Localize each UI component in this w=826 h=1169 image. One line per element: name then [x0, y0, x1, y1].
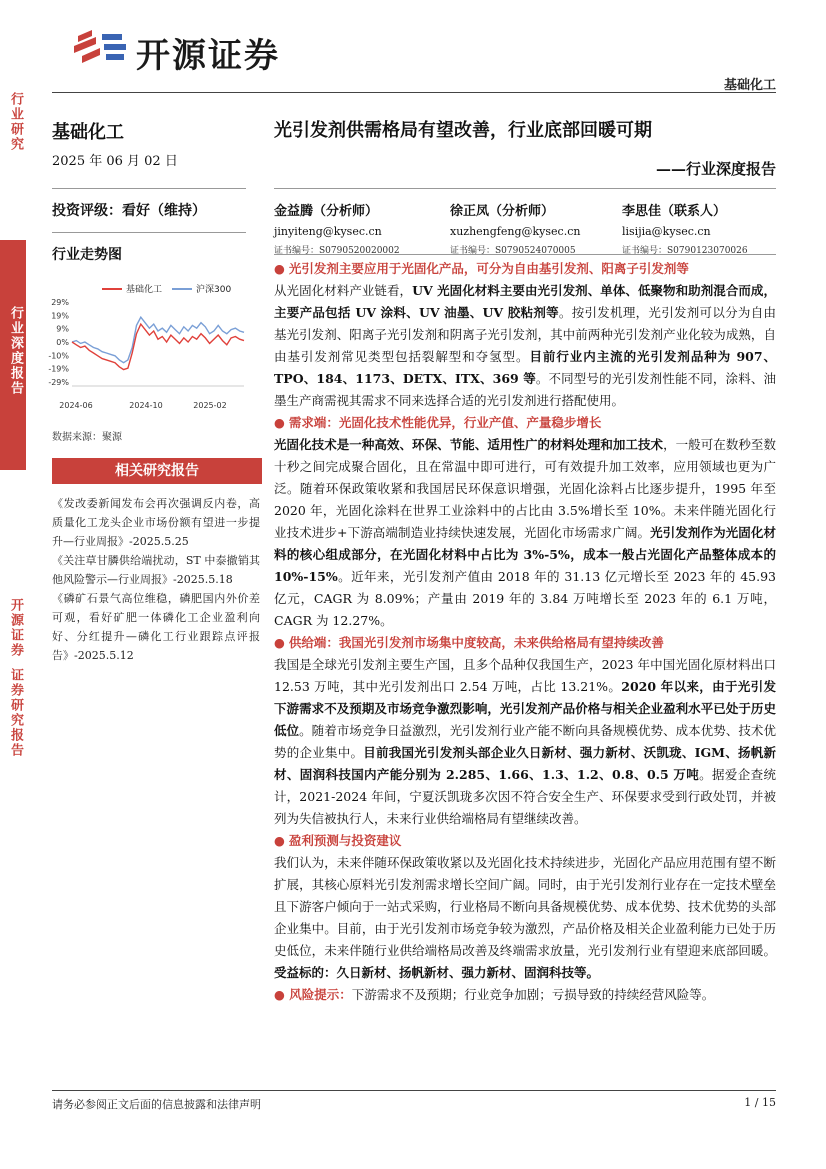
- y-tick-label: 9%: [56, 324, 69, 334]
- section-heading-demand: ● 需求端：光固化技术性能优异，行业产值、产量稳步增长: [274, 412, 776, 434]
- related-report-item[interactable]: 《发改委新闻发布会再次强调反内卷，高质量化工龙头企业市场份额有望进一步提升—行业周报》-2025.5.25: [52, 497, 260, 548]
- chart-series: [72, 317, 244, 369]
- x-tick-label: 2025-02: [193, 401, 227, 410]
- y-tick-label: 29%: [51, 298, 69, 307]
- x-tick-label: 2024-10: [129, 401, 163, 410]
- vertical-label-brand: 开源证券: [8, 598, 23, 658]
- section-paragraph-forecast: 我们认为，未来伴随环保政策收紧以及光固化技术持续进步，光固化产品应用范围有望不断扩展，其核心原料光引发剂需求增长空间广阔。同时，由于光引发剂行业存在一定技术壁垒且下游客户倾向于一站式采购，行业格局不断向具备规模优势、成本优势、技术优势的头部企业集中。目前，由于光引发剂市场竞争较为激烈，产品价格及相关企业盈利能力已处于历史低位，未来伴随行业供给端格局改善及终端需求放量，光引发剂行业有望迎来底部回暖。受益标的：久日新材、扬帆新材、强力新材、固润科技等。: [274, 855, 776, 980]
- risk-label: 风险提示：: [289, 987, 352, 1002]
- legend-label-series-1: 基础化工: [126, 285, 163, 295]
- analyst-name: 金益腾（分析师）: [274, 204, 379, 219]
- vertical-label-report-type: 行业深度报告: [8, 306, 23, 396]
- analyst-name: 徐正凤（分析师）: [450, 204, 555, 219]
- y-tick-label: -29%: [48, 378, 69, 387]
- section-heading-forecast: ● 盈利预测与投资建议: [274, 830, 776, 852]
- left-divider: [52, 232, 246, 233]
- analyst-email[interactable]: jinyiteng@kysec.cn: [274, 225, 382, 238]
- trend-chart-title: 行业走势图: [52, 247, 122, 263]
- legend-label-series-2: 沪深300: [196, 285, 232, 295]
- report-body: [274, 258, 776, 1006]
- page-number: 1 / 15: [744, 1096, 776, 1109]
- chart-source: 数据来源：聚源: [52, 432, 122, 443]
- right-divider: [274, 254, 776, 255]
- analyst-card: [274, 200, 400, 256]
- section-heading-application: ● 光引发剂主要应用于光固化产品，可分为自由基引发剂、阳离子引发剂等: [274, 258, 776, 280]
- header-divider: [52, 92, 776, 93]
- trend-chart: [44, 278, 250, 418]
- vertical-label-research: 行业研究: [8, 92, 23, 152]
- related-reports-title: 相关研究报告: [52, 458, 262, 484]
- y-tick-label: -19%: [48, 364, 69, 374]
- analyst-license: 证书编号：S0790520020002: [274, 246, 400, 256]
- report-title: 光引发剂供需格局有望改善，行业底部回暖可期: [274, 120, 652, 141]
- left-divider: [52, 188, 246, 189]
- header-sector-tag: 基础化工: [723, 78, 776, 93]
- x-tick-label: 2024-06: [59, 401, 93, 410]
- report-date: 2025 年 06 月 02 日: [52, 154, 178, 169]
- section-paragraph-application: 从光固化材料产业链看，UV 光固化材料主要由光引发剂、单体、低聚物和助剂混合而成，主要产品包括 UV 涂料、UV 油墨、UV 胶粘剂等。按引发机理，光引发剂可以分为自由基光引发剂、阳离子光引发剂和阴离子光引发剂，其中前两种光引发剂产业化较为成熟，自由基引发剂常见类型包括裂解型和夺氢型。目前行业内主流的光引发剂品种为 907、TPO、184、1173、DETX、ITX、369 等。不同型号的光引发剂性能不同，涂料、油墨生产商需视其需求不同来选择合适的光引发剂进行搭配使用。: [274, 283, 776, 408]
- section-paragraph-supply: 我国是全球光引发剂主要生产国，且多个品种仅我国生产，2023 年中国光固化原材料出口 12.53 万吨，其中光引发剂出口 2.54 万吨，占比 13.21%。2020 年以来，由于光引发下游需求不及预期及市场竞争激烈影响，光引发剂产品价格与相关企业盈利水平已处于历史低位。随着市场竞争日益激烈，光引发剂行业产能不断向具备规模优势、成本优势、技术优势的企业集中。目前我国光引发剂头部企业久日新材、强力新材、沃凯珑、IGM、扬帆新材、固润科技国内产能分别为 2.285、1.66、1.3、1.2、0.8、0.5 万吨。据爱企查统计，2021-2024 年间，宁夏沃凯珑多次因不符合安全生产、环保要求受到行政处罚，并被列为失信被执行人，未来行业供给端格局有望继续改善。: [274, 657, 776, 826]
- sector-name: 基础化工: [52, 122, 124, 143]
- y-tick-label: 0%: [56, 338, 69, 347]
- related-report-item[interactable]: 《关注草甘膦供给端扰动，ST 中泰撤销其他风险警示—行业周报》-2025.5.18: [52, 554, 260, 586]
- right-divider: [274, 188, 776, 189]
- chart-legend: [102, 283, 231, 295]
- report-subtitle: ——行业深度报告: [655, 160, 776, 178]
- analyst-email[interactable]: xuzhengfeng@kysec.cn: [450, 225, 581, 238]
- related-report-item[interactable]: 《磷矿石景气高位维稳，磷肥国内外价差可观，看好矿肥一体磷化工企业盈利向好、分红提升—磷化工行业跟踪点评报告》-2025.5.12: [52, 592, 260, 662]
- y-tick-label: 19%: [51, 311, 69, 321]
- related-reports-list: [52, 494, 260, 665]
- footer-divider: [52, 1090, 776, 1091]
- risk-text: 下游需求不及预期；行业竞争加剧；亏损导致的持续经营风险等。: [351, 987, 715, 1002]
- analyst-card: [622, 200, 748, 256]
- analyst-license: 证书编号：S0790123070026: [622, 246, 748, 256]
- y-axis: [48, 298, 244, 387]
- kaiyuan-logo-icon: [72, 26, 128, 66]
- analyst-name: 李思佳（联系人）: [622, 204, 727, 219]
- investment-rating: 投资评级：看好（维持）: [52, 203, 206, 219]
- risk-warning: [274, 984, 776, 1006]
- brand-name: 开源证券: [136, 36, 280, 76]
- analyst-email[interactable]: lisijia@kysec.cn: [622, 225, 711, 238]
- analyst-card: [450, 200, 580, 256]
- section-paragraph-demand: 光固化技术是一种高效、环保、节能、适用性广的材料处理和加工技术，一般可在数秒至数十秒之间完成聚合固化，且在常温中即可进行，可有效提升加工效率，应用领域也更为广泛。随着环保政策收紧和我国居民环保意识增强，光固化涂料占比逐步提升，1995 年至 2020 年，光固化涂料在世界工业涂料中的占比由 3.5%增长至 10%。未来伴随光固化行业技术进步+下游高端制造业持续快速发展，光固化市场需求广阔。光引发剂作为光固化材料的核心组成部分，在光固化材料中占比为 3%-5%，成本一般占光固化产品整体成本的 10%-15%。近年来，光引发剂产值由 2018 年的 31.13 亿元增长至 2023 年的 45.93 亿元，CAGR 为 8.09%；产量由 2019 年的 3.84 万吨增长至 2023 年的 6.1 万吨，CAGR 为 12.27%。: [274, 437, 776, 628]
- risk-label-bullet: ●: [274, 987, 290, 1002]
- section-heading-supply: ● 供给端：我国光引发剂市场集中度较高，未来供给格局有望持续改善: [274, 632, 776, 654]
- y-tick-label: -10%: [48, 351, 69, 361]
- footer-disclaimer: 请务必参阅正文后面的信息披露和法律声明: [52, 1098, 261, 1111]
- vertical-label-report: 证券研究报告: [8, 668, 23, 758]
- x-axis: [59, 401, 226, 410]
- analyst-license: 证书编号：S0790524070005: [450, 246, 576, 256]
